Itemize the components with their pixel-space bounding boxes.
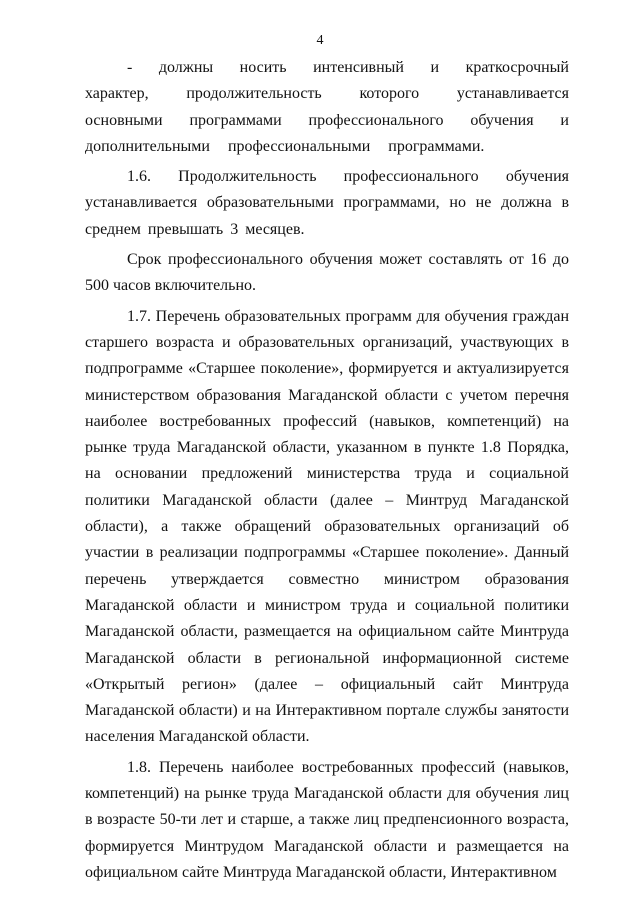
paragraph-list-item: - должны носить интенсивный и краткосрочный характер, продолжительность которого устанавливается основными программами профессионального обучения и дополнительными профессиональными программами. <box>85 59 569 155</box>
paragraph-1-7: 1.7. Перечень образовательных программ для обучения граждан старшего возраста и образовательных организаций, участвующих в подпрограмме «Старшее поколение», формируется и актуализируется министерством образования Магаданской области с учетом перечня наиболее востребованных профессий (навыков, компетенций) на рынке труда Магаданской области, указанном в пункте 1.8 Порядка, на основании предложений министерства труда и социальной политики Магаданской области (далее – Минтруд Магаданской области), а также обращений образовательных организаций об участии в реализации подпрограммы «Старшее поколение». Данный перечень утверждается совместно министром образования Магаданской области и министром труда и социальной политики Магаданской области, размещается на официальном сайте Минтруда Магаданской области в региональной информационной системе «Открытый регион» (далее – официальный сайт Минтруда Магаданской области) и на Интерактивном портале службы занятости населения Магаданской области. <box>85 307 569 746</box>
paragraph-1-6: 1.6. Продолжительность профессионального обучения устанавливается образовательными программами, но не должна в среднем превышать 3 месяцев. <box>85 168 569 238</box>
page-number: 4 <box>316 33 324 48</box>
document-body <box>85 55 569 886</box>
paragraph-1-8: 1.8. Перечень наиболее востребованных профессий (навыков, компетенций) на рынке труда Магаданской области для обучения лиц в возрасте 50-ти лет и старше, а также лиц предпенсионного возраста, формируется Минтрудом Магаданской области и размещается на официальном сайте Минтруда Магаданской области, Интерактивном <box>85 758 569 881</box>
paragraph-training-duration: Срок профессионального обучения может составлять от 16 до 500 часов включительно. <box>85 251 569 295</box>
